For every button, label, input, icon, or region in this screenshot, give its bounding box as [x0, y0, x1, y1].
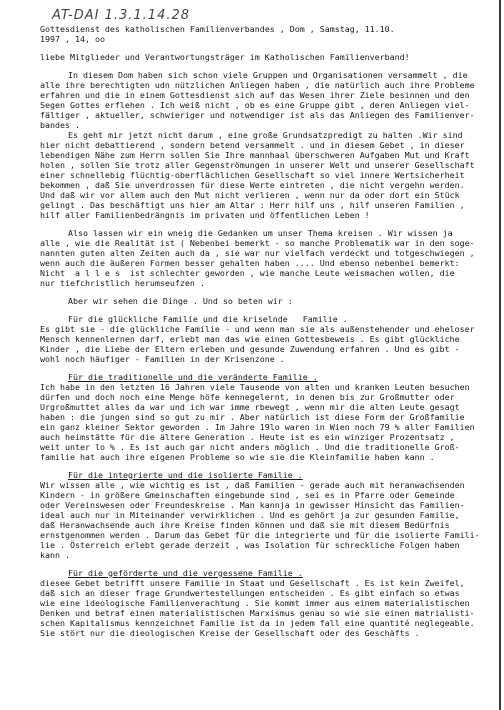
text-line: Kindern - in größere Gmeinschaften eingebunde sind , sei es in Pfarre oder Gemeinde: [40, 490, 455, 500]
text-line: In diesem Dom haben sich schon viele Gruppen und Organisationen versammelt , die: [68, 70, 468, 80]
text-line: bandes .: [40, 120, 80, 130]
text-line: lie . Österreich erlebt gerade derzeit , was Isolation für schreckliche Folgen haben: [40, 540, 460, 550]
text-line: ein ganz kleiner Sektor geworden . Im Jahre 19lo waren in Wien noch 79 % aller Familien: [40, 422, 475, 432]
paragraph-intro: [40, 70, 496, 130]
section-integrated-family: [40, 480, 496, 560]
salutation: liebe Mitglieder und Verantwortungsträger im Katholischen Familienverband!: [40, 52, 410, 62]
text-line: Kinder , die Liebe der Eltern erleben und gesunde Zuwendung erfahren . Und es gibt -: [40, 344, 460, 354]
scan-edge-divider: [499, 0, 501, 710]
section-happy-family: [40, 324, 496, 364]
text-line: Sie stört nur die dieologischen Kreise der Gesellschaft oder des Geschäfts .: [40, 628, 420, 638]
text-line: Und daß wir vor allem auch den Mut nicht verlieren , wenn nur da oder dort ein Stück: [40, 190, 460, 200]
text-line: auch heimstätte für die ältere Generation . Heute ist es ein winziger Prozentsatz ,: [40, 432, 455, 442]
text-line: wohl noch häufiger - Familien in der Krisenzone .: [40, 354, 285, 364]
text-line: dürfen und doch noch eine Menge höfe kennegelernt, in denen bis zur Großmutter oder: [40, 392, 455, 402]
text-line: einer schnellebig flüchtig-oberflächlichen Gesellschaft so viel innere Wertsicherheit: [40, 170, 465, 180]
document-header: [40, 24, 496, 44]
text-line: fältiger , aktueller, schwieriger und notwendiger ist als das Anliegen des Familienver-: [40, 110, 475, 120]
text-line: hier nicht debattierend , sondern betend versammelt . und in diesem Gebet , in dieser: [40, 140, 465, 150]
section-traditional-family: [40, 382, 496, 462]
paragraph-prayer-purpose: [40, 130, 496, 220]
text-line: ideal auch nur in Miteinander verwirklichen . Und es gehört ja zur gesunden Familie,: [40, 510, 460, 520]
text-line: familie hat auch ihre eigenen Probleme so wie sie die Kleinfamilie haben kann .: [40, 452, 435, 462]
text-line: weit unter lo % . Es ist auch gar nicht anders möglich . Und die traditionelle Groß-: [40, 442, 460, 452]
header-line: Gottesdienst des katholischen Familienverbandes , Dom , Samstag, 11.10.: [40, 24, 395, 34]
text-line: diesee Gebet betrifft unsere Familie in Staat und Gesellschaft . Es ist kein Zweifel,: [40, 578, 465, 588]
section-heading-happy-family: Für die glückliche Familie und die kriselnde Familie .: [68, 314, 348, 324]
text-line: Mensch kennenlernen darf, erlebt man das wie einen Gottesbeweis . Es gibt glückliche: [40, 334, 460, 344]
text-line: schen Kapitalismus kennzeichnet Familie ist da in jedem fall eine quantité neglegeable.: [40, 618, 475, 628]
text-line: holen , sollen Sie trotz aller Gegenströmungen in unserer Welt und unserer Gesellschaft: [40, 160, 475, 170]
text-line: lebendigen Nähe zum Herrn sollen Sie Ihre mannhaal überschweren Aufgaben Mut und Kraft: [40, 150, 470, 160]
archive-reference-stamp: AT-DAI 1.3.1.14.28: [52, 8, 191, 23]
text-line: Also lassen wir ein wneig die Gedanken um unser Thema kreisen . Wir wissen ja: [68, 228, 453, 238]
text-line: alle ihre berechtigten udn nützlichen Anliegen haben , die natürlich auch ihre Probleme: [40, 80, 475, 90]
text-line: wenn auch die äußeren Formen besser gehalten haben .... Und ebenso nebenbei bemerkt:: [40, 258, 460, 268]
text-line: Urgroßmuttet alles da war und ich war imme rbewegt , wenn mir die alten Leute gesagt: [40, 402, 460, 412]
text-line: Nicht a l l e s ist schlechter geworden , wie manche Leute weismachen wollen, die: [40, 268, 455, 278]
text-line: nannten guten alten Zeiten auch da , sie war nur vielfach verdeckt und totgeschwiegen ,: [40, 248, 475, 258]
section-heading-supported-family: Für die geförderte und die vergessene Familie .: [68, 568, 303, 578]
text-line: Wir wissen alle , wie wichtig es ist , daß Familien - gerade auch mit heranwachsenden: [40, 480, 465, 490]
paragraph-reality: [40, 228, 496, 288]
text-line: nur tiefchristlich herumseufzen .: [40, 278, 205, 288]
text-line: Es geht mir jetzt nicht darum , eine große Grundsatzpredigt zu halten .Wir sind: [68, 130, 463, 140]
text-line: gelingt . Das beschäftigt uns hier am Altar : Herr hilf uns , hilf unseren Familien ,: [40, 200, 465, 210]
text-line: bekommen , daß Sie unverdrossen für diese Werte eintreten , die nicht vergehn werden.: [40, 180, 465, 190]
header-line: 1997 , 14, oo: [40, 34, 105, 44]
text-line: Ich habe in den letzten 16 Jahren viele Tausende von alten und kranken Leuten besuchen: [40, 382, 470, 392]
text-line: ernstgenommen werden . Darum das Gebet für die integrierte und für die isolierte Famili-: [40, 530, 480, 540]
section-supported-family: [40, 578, 496, 638]
text-line: Denken und betraf einen materialistischen Marxismus genau so wie sie einen matrialisti-: [40, 608, 475, 618]
text-line: wie eine ideologische Familienverachtung . Sie kommt immer aus einem materialistischen: [40, 598, 470, 608]
text-line: erfahren und die in einem Gottesdienst sich auf das Wesen ihrer Ziele besinnen und den: [40, 90, 470, 100]
text-line: oder Vereinswesen oder Freundeskreise . Man kannja in gewisser Hinsicht das Familien-: [40, 500, 465, 510]
text-line: hilf aller Familienbedrängnis im privaten und öffentlichen Leben !: [40, 210, 370, 220]
text-line: daß Heranwachsende auch ihre Kreise finden können und daß sie mit diesem Bedürfnis: [40, 520, 450, 530]
section-heading-traditional-family: Für die traditionelle und die veränderte Familie .: [68, 372, 318, 382]
text-line: haben : die jungen sind so gut zu mir . Aber natürlich ist diese Form der Großfamilie: [40, 412, 465, 422]
text-line: kann .: [40, 550, 70, 560]
section-heading-integrated-family: Für die integrierte und die isolierte Familie .: [68, 470, 303, 480]
text-line: Segen Gottes erflehen . Ich weiß nicht , ob es eine Gruppe gibt , deren Anliegen viel-: [40, 100, 470, 110]
paragraph-so-we-pray: Aber wir sehen die Dinge . Und so beten wir :: [68, 296, 293, 306]
text-line: Es gibt sie - die glückliche Familie - und wenn man sie als außenstehender und eheloser: [40, 324, 475, 334]
text-line: alle , wie die Realität ist ( Nebenbei bemerkt - so manche Problematik war in den soge-: [40, 238, 475, 248]
text-line: daß sich an dieser frage Grundwertestellungen entscheiden . Es gibt einfach so etwas: [40, 588, 460, 598]
